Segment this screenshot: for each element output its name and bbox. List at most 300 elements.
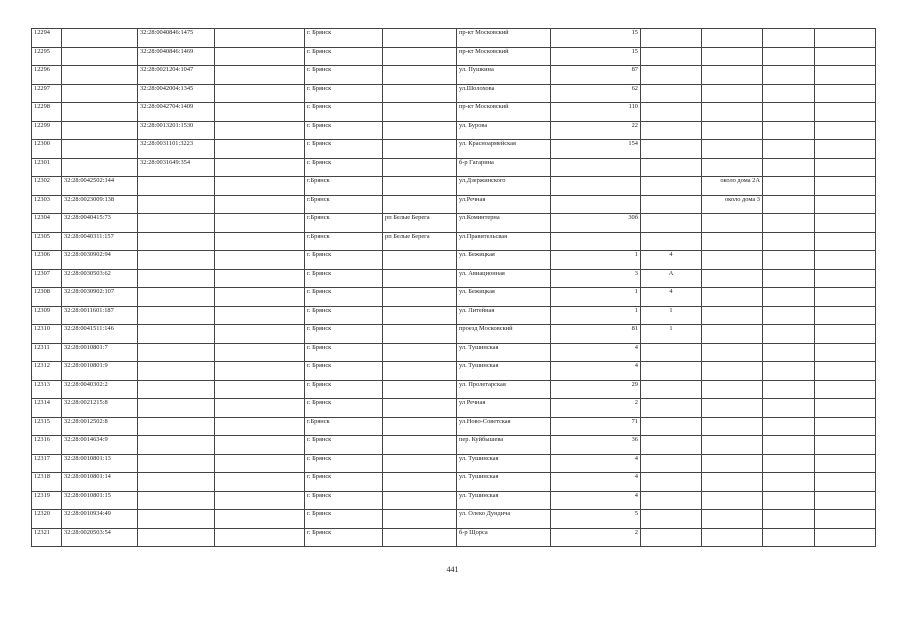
cell-empty	[215, 454, 305, 473]
cell-empty	[215, 158, 305, 177]
cell-street: ул.Правительсвая	[457, 232, 551, 251]
cell-cadastral-number: 32:28:0014634:9	[62, 436, 138, 455]
cell-cadastral-number	[62, 103, 138, 122]
cell-building-letter: А	[641, 269, 702, 288]
cell-note	[702, 158, 763, 177]
cell-house-number: 2	[551, 399, 641, 418]
table-row	[32, 417, 876, 436]
cell-building-letter	[641, 454, 702, 473]
cell-cadastral-number-building	[138, 288, 215, 307]
cell-note: около дома 3	[702, 195, 763, 214]
cell-district	[383, 251, 457, 270]
cell-empty	[763, 417, 815, 436]
cell-house-number: 4	[551, 362, 641, 381]
cell-street: ул. Красноармейская	[457, 140, 551, 159]
cell-empty	[763, 491, 815, 510]
cell-record-number: 12316	[32, 436, 62, 455]
cell-house-number: 4	[551, 343, 641, 362]
cell-empty	[815, 269, 876, 288]
cell-cadastral-number	[62, 66, 138, 85]
cell-empty	[763, 399, 815, 418]
cell-cadastral-number: 32:28:0010801:13	[62, 454, 138, 473]
cell-empty	[763, 195, 815, 214]
cell-cadastral-number	[62, 140, 138, 159]
cell-empty	[815, 491, 876, 510]
cell-empty	[215, 343, 305, 362]
cell-record-number: 12310	[32, 325, 62, 344]
cell-empty	[215, 84, 305, 103]
cell-house-number: 22	[551, 121, 641, 140]
table-row	[32, 84, 876, 103]
table-row	[32, 177, 876, 196]
cell-record-number: 12294	[32, 29, 62, 48]
cell-city: г.Брянск	[305, 214, 383, 233]
cell-record-number: 12309	[32, 306, 62, 325]
cell-empty	[815, 343, 876, 362]
cell-empty	[215, 491, 305, 510]
cell-empty	[815, 66, 876, 85]
cell-street: б-р Щорса	[457, 528, 551, 547]
cell-street: ул. Тушинская	[457, 454, 551, 473]
cell-record-number: 12295	[32, 47, 62, 66]
cell-city: г. Брянск	[305, 103, 383, 122]
cell-empty	[815, 325, 876, 344]
cell-cadastral-number-building	[138, 528, 215, 547]
table-row	[32, 325, 876, 344]
table-row	[32, 103, 876, 122]
cell-empty	[815, 140, 876, 159]
cell-note	[702, 29, 763, 48]
cell-building-letter	[641, 214, 702, 233]
cell-cadastral-number-building	[138, 177, 215, 196]
cell-city: г. Брянск	[305, 436, 383, 455]
cell-city: г. Брянск	[305, 251, 383, 270]
cell-building-letter	[641, 399, 702, 418]
cell-empty	[763, 473, 815, 492]
cell-cadastral-number: 32:28:0021215:8	[62, 399, 138, 418]
cell-record-number: 12303	[32, 195, 62, 214]
cell-district: рп Белые Берега	[383, 232, 457, 251]
table-row	[32, 362, 876, 381]
registry-table	[31, 28, 876, 547]
cell-record-number: 12297	[32, 84, 62, 103]
cell-building-letter	[641, 121, 702, 140]
cell-cadastral-number-building	[138, 251, 215, 270]
cell-district	[383, 66, 457, 85]
cell-building-letter	[641, 510, 702, 529]
cell-cadastral-number: 32:28:0040302:2	[62, 380, 138, 399]
cell-empty	[763, 158, 815, 177]
cell-city: г. Брянск	[305, 491, 383, 510]
cell-cadastral-number: 32:28:0042502:144	[62, 177, 138, 196]
cell-cadastral-number: 32:28:0010801:9	[62, 362, 138, 381]
cell-building-letter	[641, 380, 702, 399]
cell-empty	[215, 29, 305, 48]
cell-house-number	[551, 158, 641, 177]
cell-district	[383, 140, 457, 159]
cell-empty	[215, 473, 305, 492]
cell-building-letter	[641, 177, 702, 196]
cell-empty	[215, 528, 305, 547]
cell-empty	[763, 325, 815, 344]
cell-note	[702, 399, 763, 418]
cell-note	[702, 343, 763, 362]
cell-street: ул. Бурова	[457, 121, 551, 140]
cell-district	[383, 325, 457, 344]
cell-empty	[815, 306, 876, 325]
cell-cadastral-number-building: 32:28:0021204:1047	[138, 66, 215, 85]
cell-house-number: 4	[551, 491, 641, 510]
cell-street: пр-кт Московский	[457, 103, 551, 122]
cell-district	[383, 158, 457, 177]
cell-empty	[215, 306, 305, 325]
table-row	[32, 140, 876, 159]
cell-note	[702, 66, 763, 85]
table-row	[32, 47, 876, 66]
cell-cadastral-number-building: 32:28:0040846:1469	[138, 47, 215, 66]
cell-district	[383, 306, 457, 325]
cell-district	[383, 269, 457, 288]
cell-street: ул.Ново-Советская	[457, 417, 551, 436]
cell-street: ул Речная	[457, 399, 551, 418]
cell-record-number: 12320	[32, 510, 62, 529]
cell-building-letter	[641, 103, 702, 122]
cell-empty	[815, 528, 876, 547]
table-row	[32, 195, 876, 214]
cell-empty	[763, 84, 815, 103]
cell-house-number: 2	[551, 528, 641, 547]
cell-building-letter	[641, 362, 702, 381]
cell-building-letter: 4	[641, 288, 702, 307]
cell-record-number: 12315	[32, 417, 62, 436]
cell-city: г.Брянск	[305, 417, 383, 436]
cell-building-letter	[641, 195, 702, 214]
cell-house-number	[551, 232, 641, 251]
table-row	[32, 232, 876, 251]
cell-cadastral-number: 32:28:0040415:73	[62, 214, 138, 233]
cell-cadastral-number-building: 32:28:0013201:1530	[138, 121, 215, 140]
cell-street: ул.Дзержинского	[457, 177, 551, 196]
cell-note	[702, 251, 763, 270]
cell-empty	[215, 269, 305, 288]
cell-note	[702, 380, 763, 399]
cell-empty	[763, 251, 815, 270]
cell-record-number: 12302	[32, 177, 62, 196]
cell-street: ул. Бежицкая	[457, 251, 551, 270]
cell-city: г. Брянск	[305, 399, 383, 418]
cell-street: пер. Куйбышева	[457, 436, 551, 455]
cell-building-letter	[641, 232, 702, 251]
cell-cadastral-number-building	[138, 195, 215, 214]
cell-note	[702, 306, 763, 325]
cell-house-number	[551, 177, 641, 196]
cell-empty	[215, 47, 305, 66]
cell-cadastral-number: 32:28:0030902:107	[62, 288, 138, 307]
table-row	[32, 528, 876, 547]
cell-district	[383, 288, 457, 307]
cell-street: ул. Олеко Дундича	[457, 510, 551, 529]
cell-street: пр-кт Московский	[457, 47, 551, 66]
cell-cadastral-number: 32:28:0012502:8	[62, 417, 138, 436]
cell-city: г. Брянск	[305, 510, 383, 529]
cell-empty	[763, 288, 815, 307]
cell-building-letter	[641, 473, 702, 492]
cell-cadastral-number: 32:28:0023009:138	[62, 195, 138, 214]
cell-empty	[815, 473, 876, 492]
cell-empty	[763, 528, 815, 547]
cell-note	[702, 214, 763, 233]
cell-district	[383, 473, 457, 492]
cell-city: г. Брянск	[305, 140, 383, 159]
cell-house-number: 154	[551, 140, 641, 159]
cell-empty	[815, 47, 876, 66]
cell-empty	[763, 343, 815, 362]
cell-district	[383, 29, 457, 48]
cell-city: г. Брянск	[305, 66, 383, 85]
cell-house-number: 87	[551, 66, 641, 85]
cell-district	[383, 343, 457, 362]
cell-empty	[815, 29, 876, 48]
cell-empty	[763, 66, 815, 85]
table-row	[32, 380, 876, 399]
cell-building-letter	[641, 436, 702, 455]
cell-city: г. Брянск	[305, 47, 383, 66]
cell-house-number: 15	[551, 29, 641, 48]
cell-cadastral-number: 32:28:0041511:146	[62, 325, 138, 344]
cell-street: пр-кт Московский	[457, 29, 551, 48]
cell-district	[383, 436, 457, 455]
table-row	[32, 158, 876, 177]
cell-note	[702, 473, 763, 492]
cell-building-letter	[641, 140, 702, 159]
cell-empty	[815, 177, 876, 196]
cell-street: ул. Тушинская	[457, 491, 551, 510]
cell-district	[383, 380, 457, 399]
cell-empty	[815, 103, 876, 122]
cell-street: ул.Шолохова	[457, 84, 551, 103]
cell-house-number: 15	[551, 47, 641, 66]
cell-district	[383, 121, 457, 140]
cell-empty	[763, 269, 815, 288]
table-row	[32, 29, 876, 48]
cell-building-letter	[641, 84, 702, 103]
cell-street: ул.Коминтерна	[457, 214, 551, 233]
cell-cadastral-number: 32:28:0020503:54	[62, 528, 138, 547]
cell-note	[702, 436, 763, 455]
cell-cadastral-number-building	[138, 380, 215, 399]
cell-house-number: 1	[551, 288, 641, 307]
cell-city: г.Брянск	[305, 177, 383, 196]
cell-city: г. Брянск	[305, 121, 383, 140]
cell-building-letter	[641, 417, 702, 436]
cell-building-letter	[641, 66, 702, 85]
cell-house-number: 5	[551, 510, 641, 529]
cell-cadastral-number-building	[138, 454, 215, 473]
cell-cadastral-number-building	[138, 473, 215, 492]
cell-empty	[215, 288, 305, 307]
cell-house-number: 81	[551, 325, 641, 344]
cell-house-number: 71	[551, 417, 641, 436]
cell-street: ул.Речная	[457, 195, 551, 214]
cell-house-number: 110	[551, 103, 641, 122]
cell-empty	[815, 399, 876, 418]
cell-city: г. Брянск	[305, 306, 383, 325]
table-row	[32, 288, 876, 307]
table-row	[32, 251, 876, 270]
cell-empty	[763, 380, 815, 399]
table-row	[32, 436, 876, 455]
cell-empty	[763, 121, 815, 140]
cell-note	[702, 528, 763, 547]
cell-cadastral-number: 32:28:0011601:187	[62, 306, 138, 325]
cell-cadastral-number	[62, 29, 138, 48]
cell-city: г. Брянск	[305, 84, 383, 103]
cell-empty	[215, 362, 305, 381]
cell-cadastral-number-building	[138, 510, 215, 529]
cell-empty	[815, 232, 876, 251]
table-row	[32, 121, 876, 140]
cell-city: г. Брянск	[305, 454, 383, 473]
cell-empty	[763, 510, 815, 529]
table-row	[32, 491, 876, 510]
cell-note	[702, 232, 763, 251]
cell-empty	[215, 510, 305, 529]
cell-cadastral-number-building: 32:28:0031649:354	[138, 158, 215, 177]
cell-empty	[215, 140, 305, 159]
cell-record-number: 12298	[32, 103, 62, 122]
cell-house-number: 29	[551, 380, 641, 399]
cell-empty	[815, 121, 876, 140]
cell-building-letter	[641, 528, 702, 547]
cell-district	[383, 399, 457, 418]
cell-street: ул. Литейная	[457, 306, 551, 325]
cell-empty	[815, 454, 876, 473]
cell-empty	[815, 84, 876, 103]
cell-empty	[815, 288, 876, 307]
cell-empty	[215, 436, 305, 455]
table-row	[32, 510, 876, 529]
cell-cadastral-number: 32:28:0040311:157	[62, 232, 138, 251]
cell-record-number: 12318	[32, 473, 62, 492]
cell-note	[702, 491, 763, 510]
cell-city: г. Брянск	[305, 380, 383, 399]
page-number: 441	[446, 565, 459, 574]
cell-building-letter	[641, 158, 702, 177]
cell-street: ул. Авиационная	[457, 269, 551, 288]
cell-cadastral-number: 32:28:0010801:14	[62, 473, 138, 492]
cell-cadastral-number: 32:28:0010801:15	[62, 491, 138, 510]
cell-city: г. Брянск	[305, 158, 383, 177]
cell-empty	[215, 66, 305, 85]
cell-district	[383, 454, 457, 473]
cell-note	[702, 121, 763, 140]
cell-empty	[763, 140, 815, 159]
cell-empty	[815, 380, 876, 399]
cell-record-number: 12306	[32, 251, 62, 270]
table-row	[32, 306, 876, 325]
cell-empty	[215, 251, 305, 270]
cell-empty	[215, 121, 305, 140]
cell-note	[702, 84, 763, 103]
cell-cadastral-number-building	[138, 232, 215, 251]
cell-district	[383, 195, 457, 214]
table-row	[32, 399, 876, 418]
cell-note	[702, 140, 763, 159]
table-row	[32, 343, 876, 362]
cell-record-number: 12321	[32, 528, 62, 547]
table-row	[32, 66, 876, 85]
cell-cadastral-number-building	[138, 362, 215, 381]
table-body	[32, 29, 876, 547]
cell-empty	[763, 214, 815, 233]
cell-note: около дома 2А	[702, 177, 763, 196]
cell-house-number: 1	[551, 306, 641, 325]
cell-empty	[763, 177, 815, 196]
cell-district	[383, 491, 457, 510]
cell-house-number: 3	[551, 269, 641, 288]
cell-record-number: 12313	[32, 380, 62, 399]
cell-note	[702, 47, 763, 66]
cell-building-letter	[641, 29, 702, 48]
cell-empty	[815, 417, 876, 436]
cell-cadastral-number-building	[138, 325, 215, 344]
cell-city: г. Брянск	[305, 269, 383, 288]
cell-street: ул. Тушинская	[457, 473, 551, 492]
table-row	[32, 454, 876, 473]
cell-cadastral-number-building: 32:28:0040846:1475	[138, 29, 215, 48]
cell-house-number: 4	[551, 454, 641, 473]
cell-city: г. Брянск	[305, 528, 383, 547]
cell-empty	[763, 103, 815, 122]
cell-district	[383, 47, 457, 66]
cell-house-number: 1	[551, 251, 641, 270]
cell-empty	[815, 195, 876, 214]
cell-cadastral-number: 32:28:0030503:62	[62, 269, 138, 288]
cell-empty	[815, 214, 876, 233]
cell-record-number: 12301	[32, 158, 62, 177]
cell-note	[702, 417, 763, 436]
cell-empty	[815, 362, 876, 381]
cell-note	[702, 288, 763, 307]
cell-empty	[763, 436, 815, 455]
cell-cadastral-number	[62, 121, 138, 140]
cell-cadastral-number	[62, 158, 138, 177]
cell-empty	[815, 158, 876, 177]
cell-cadastral-number: 32:28:0030902:94	[62, 251, 138, 270]
cell-district	[383, 177, 457, 196]
cell-note	[702, 454, 763, 473]
cell-record-number: 12317	[32, 454, 62, 473]
cell-city: г. Брянск	[305, 362, 383, 381]
cell-cadastral-number-building	[138, 417, 215, 436]
cell-cadastral-number-building: 32:28:0042704:1409	[138, 103, 215, 122]
cell-cadastral-number-building	[138, 269, 215, 288]
cell-empty	[215, 232, 305, 251]
cell-cadastral-number-building	[138, 306, 215, 325]
cell-empty	[215, 195, 305, 214]
cell-cadastral-number	[62, 84, 138, 103]
cell-record-number: 12311	[32, 343, 62, 362]
cell-empty	[215, 103, 305, 122]
cell-city: г. Брянск	[305, 29, 383, 48]
cell-empty	[215, 214, 305, 233]
cell-cadastral-number	[62, 47, 138, 66]
table-row	[32, 269, 876, 288]
cell-district	[383, 528, 457, 547]
cell-cadastral-number: 32:28:0010801:7	[62, 343, 138, 362]
cell-empty	[815, 251, 876, 270]
cell-cadastral-number-building: 32:28:0042004:1345	[138, 84, 215, 103]
